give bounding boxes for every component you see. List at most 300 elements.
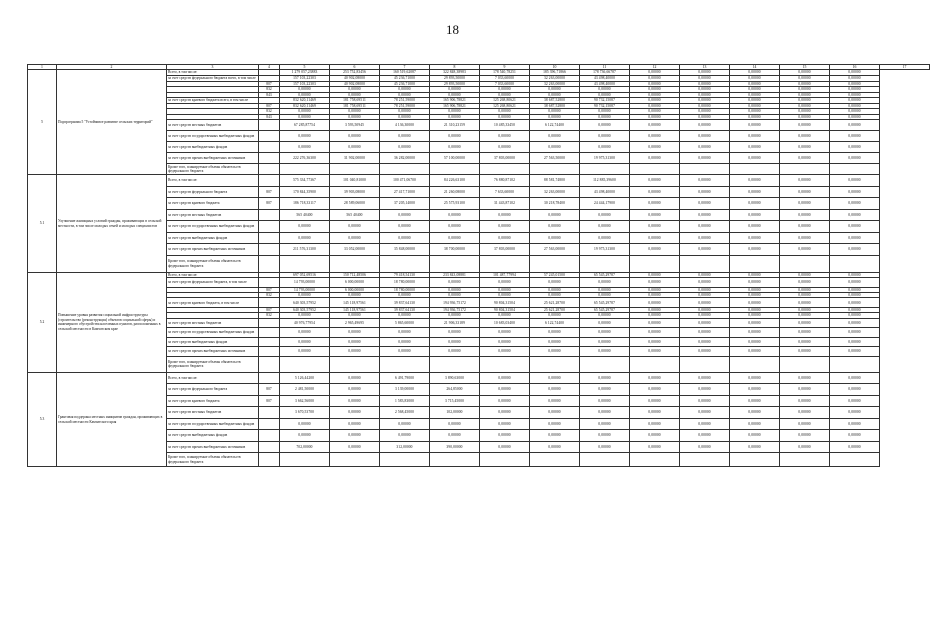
budget-code: 807 bbox=[259, 186, 280, 198]
amount-cell: 0,00000 bbox=[830, 75, 880, 81]
amount-cell: 0,00000 bbox=[630, 272, 680, 277]
amount-cell: 3 670,53700 bbox=[280, 407, 330, 419]
amount-cell: 37 803,00000 bbox=[480, 153, 530, 164]
amount-cell: 390,00000 bbox=[430, 441, 480, 453]
header-cell: 10 bbox=[530, 65, 580, 70]
amount-cell: 0,00000 bbox=[580, 293, 630, 298]
amount-cell: 0,00000 bbox=[680, 98, 730, 104]
amount-cell: 0,00000 bbox=[730, 430, 780, 442]
amount-cell: 0,00000 bbox=[630, 430, 680, 442]
amount-cell: 0,00000 bbox=[280, 221, 330, 233]
amount-cell: 0,00000 bbox=[780, 337, 830, 347]
amount-cell: 0,00000 bbox=[680, 287, 730, 292]
amount-cell: 0,00000 bbox=[830, 109, 880, 114]
budget-code bbox=[259, 142, 280, 153]
amount-cell: 702,00000 bbox=[280, 441, 330, 453]
amount-cell: 7 033,60000 bbox=[480, 75, 530, 81]
amount-cell bbox=[430, 356, 480, 372]
amount-cell: 0,00000 bbox=[830, 92, 880, 97]
amount-cell: 0,00000 bbox=[330, 347, 380, 357]
amount-cell: 0,00000 bbox=[480, 92, 530, 97]
amount-cell: 3 890,63000 bbox=[430, 372, 480, 384]
amount-cell: 0,00000 bbox=[530, 328, 580, 338]
amount-cell: 165 906,78821 bbox=[430, 104, 480, 109]
amount-cell: 0,00000 bbox=[630, 92, 680, 97]
amount-cell: 57 100,00000 bbox=[430, 153, 480, 164]
funding-source: за счет средств краевого бюджета bbox=[167, 395, 259, 407]
amount-cell: 0,00000 bbox=[730, 142, 780, 153]
section-title: Улучшение жилищных условий граждан, проживающих в сельской местности, в том числе молодых семей и молодых специалистов bbox=[57, 175, 167, 273]
amount-cell: 0,00000 bbox=[630, 278, 680, 288]
amount-cell: 157 103,22303 bbox=[280, 81, 330, 86]
amount-cell: 37 205,14000 bbox=[380, 198, 430, 210]
amount-cell: 194 936,75172 bbox=[430, 298, 480, 308]
funding-source: за счет средств федерального бюджета, в том числе bbox=[167, 278, 259, 288]
amount-cell: 0,00000 bbox=[680, 87, 730, 92]
amount-cell: 0,00000 bbox=[430, 109, 480, 114]
amount-cell: 0,00000 bbox=[730, 395, 780, 407]
amount-cell bbox=[580, 255, 630, 272]
budget-code: 807 bbox=[259, 104, 280, 109]
amount-cell: 112 885,39600 bbox=[580, 175, 630, 187]
amount-cell: 0,00000 bbox=[480, 109, 530, 114]
amount-cell: 0,00000 bbox=[480, 441, 530, 453]
budget-code bbox=[259, 430, 280, 442]
amount-cell: 211 576,31300 bbox=[280, 244, 330, 256]
amount-cell: 0,00000 bbox=[830, 407, 880, 419]
amount-cell: 0,00000 bbox=[830, 272, 880, 277]
amount-cell: 0,00000 bbox=[630, 287, 680, 292]
amount-cell bbox=[430, 164, 480, 175]
amount-cell: 0,00000 bbox=[680, 104, 730, 109]
amount-cell: 0,00000 bbox=[680, 318, 730, 328]
amount-cell bbox=[480, 255, 530, 272]
amount-cell: 0,00000 bbox=[680, 142, 730, 153]
amount-cell: 2 568,45000 bbox=[380, 407, 430, 419]
amount-cell: 0,00000 bbox=[630, 198, 680, 210]
amount-cell: 0,00000 bbox=[680, 209, 730, 221]
amount-cell: 84 226,63100 bbox=[430, 175, 480, 187]
amount-cell: 0,00000 bbox=[780, 198, 830, 210]
section-number: 5.1 bbox=[28, 175, 57, 273]
amount-cell: 0,00000 bbox=[280, 142, 330, 153]
amount-cell: 10 683,03400 bbox=[480, 318, 530, 328]
budget-code bbox=[259, 209, 280, 221]
budget-table bbox=[27, 64, 930, 467]
section-title: Повышение уровня развития социальной инфраструктуры (строительство (реконструкция) объектов социальной сферы) и инженерного обустройства населенных пунктов, расположенных в сельской местности в Камчатском крае bbox=[57, 272, 167, 372]
amount-cell: 3 662,56000 bbox=[280, 395, 330, 407]
amount-cell: 32 263,00000 bbox=[530, 186, 580, 198]
amount-cell: 0,00000 bbox=[630, 384, 680, 396]
amount-cell: 0,00000 bbox=[380, 293, 430, 298]
amount-cell: 0,00000 bbox=[830, 441, 880, 453]
funding-source: за счет средств федерального бюджета bbox=[167, 186, 259, 198]
amount-cell bbox=[830, 453, 880, 467]
header-cell: 17 bbox=[880, 65, 930, 70]
amount-cell: 0,00000 bbox=[330, 395, 380, 407]
amount-cell: 0,00000 bbox=[830, 221, 880, 233]
amount-cell: 0,00000 bbox=[630, 87, 680, 92]
amount-cell: 0,00000 bbox=[780, 318, 830, 328]
amount-cell: 0,00000 bbox=[380, 418, 430, 430]
funding-source: за счет средств местных бюджетов bbox=[167, 120, 259, 131]
amount-cell: 0,00000 bbox=[780, 120, 830, 131]
amount-cell: 14 793,00000 bbox=[280, 287, 330, 292]
header-cell: 6 bbox=[330, 65, 380, 70]
amount-cell: 0,00000 bbox=[280, 328, 330, 338]
amount-cell: 10 485,33450 bbox=[480, 120, 530, 131]
budget-code bbox=[259, 298, 280, 308]
amount-cell: 0,00000 bbox=[380, 209, 430, 221]
amount-cell: 0,00000 bbox=[580, 92, 630, 97]
amount-cell: 832 620,11469 bbox=[280, 104, 330, 109]
amount-cell: 0,00000 bbox=[730, 313, 780, 318]
amount-cell: 0,00000 bbox=[330, 441, 380, 453]
amount-cell: 0,00000 bbox=[580, 347, 630, 357]
amount-cell: 0,00000 bbox=[380, 430, 430, 442]
amount-cell: 6 000,00000 bbox=[330, 287, 380, 292]
amount-cell: 0,00000 bbox=[580, 395, 630, 407]
amount-cell: 0,00000 bbox=[680, 430, 730, 442]
funding-source: за счет средств федерального бюджета bbox=[167, 384, 259, 396]
amount-cell: 0,00000 bbox=[830, 307, 880, 312]
funding-source: за счет средств местных бюджетов bbox=[167, 407, 259, 419]
amount-cell bbox=[580, 356, 630, 372]
amount-cell: 0,00000 bbox=[730, 293, 780, 298]
amount-cell: 0,00000 bbox=[530, 142, 580, 153]
amount-cell: 0,00000 bbox=[630, 209, 680, 221]
amount-cell: 0,00000 bbox=[480, 287, 530, 292]
budget-code: 843 bbox=[259, 92, 280, 97]
amount-cell: 0,00000 bbox=[780, 347, 830, 357]
amount-cell: 125 268,80621 bbox=[480, 104, 530, 109]
amount-cell: 0,00000 bbox=[630, 328, 680, 338]
amount-cell: 165 906,78821 bbox=[430, 98, 480, 104]
amount-cell: 0,00000 bbox=[680, 278, 730, 288]
funding-source: Кроме того, планируемые объемы обязательств федерального бюджета bbox=[167, 164, 259, 175]
amount-cell: 3 715,45000 bbox=[430, 395, 480, 407]
header-cell: 11 bbox=[580, 65, 630, 70]
amount-cell: 0,00000 bbox=[330, 418, 380, 430]
amount-cell: 102,00000 bbox=[430, 407, 480, 419]
amount-cell: 0,00000 bbox=[680, 232, 730, 244]
amount-cell: 0,00000 bbox=[730, 186, 780, 198]
budget-code bbox=[259, 255, 280, 272]
amount-cell: 0,00000 bbox=[630, 114, 680, 119]
amount-cell: 0,00000 bbox=[830, 87, 880, 92]
amount-cell: 0,00000 bbox=[530, 232, 580, 244]
amount-cell: 88 581,74800 bbox=[530, 175, 580, 187]
amount-cell: 0,00000 bbox=[680, 81, 730, 86]
amount-cell: 0,00000 bbox=[780, 313, 830, 318]
amount-cell bbox=[830, 164, 880, 175]
amount-cell bbox=[380, 164, 430, 175]
amount-cell: 0,00000 bbox=[780, 153, 830, 164]
amount-cell: 0,00000 bbox=[780, 221, 830, 233]
amount-cell: 0,00000 bbox=[580, 407, 630, 419]
amount-cell: 0,00000 bbox=[330, 109, 380, 114]
amount-cell: 0,00000 bbox=[530, 347, 580, 357]
amount-cell: 79 418,54130 bbox=[380, 272, 430, 277]
amount-cell bbox=[630, 453, 680, 467]
amount-cell: 0,00000 bbox=[630, 109, 680, 114]
budget-code bbox=[259, 244, 280, 256]
amount-cell: 0,00000 bbox=[430, 232, 480, 244]
amount-cell: 7 033,60000 bbox=[480, 81, 530, 86]
amount-cell: 0,00000 bbox=[280, 92, 330, 97]
amount-cell: 0,00000 bbox=[730, 175, 780, 187]
amount-cell: 0,00000 bbox=[330, 221, 380, 233]
amount-cell: 0,00000 bbox=[580, 313, 630, 318]
amount-cell: 0,00000 bbox=[780, 278, 830, 288]
amount-cell bbox=[730, 356, 780, 372]
amount-cell: 0,00000 bbox=[730, 272, 780, 277]
amount-cell: 0,00000 bbox=[730, 98, 780, 104]
amount-cell: 0,00000 bbox=[730, 87, 780, 92]
amount-cell: 76 880,87102 bbox=[480, 175, 530, 187]
amount-cell: 0,00000 bbox=[430, 209, 480, 221]
budget-code bbox=[259, 221, 280, 233]
amount-cell: 0,00000 bbox=[580, 114, 630, 119]
budget-code: 843 bbox=[259, 114, 280, 119]
amount-cell: 0,00000 bbox=[780, 372, 830, 384]
amount-cell: 18 780,00000 bbox=[380, 278, 430, 288]
amount-cell: 65 545,29787 bbox=[580, 307, 630, 312]
amount-cell: 6 000,00000 bbox=[330, 278, 380, 288]
amount-cell: 39 837,64130 bbox=[380, 298, 430, 308]
budget-code: 832 bbox=[259, 293, 280, 298]
budget-code bbox=[259, 372, 280, 384]
amount-cell: 0,00000 bbox=[780, 244, 830, 256]
amount-cell: 65 545,29787 bbox=[580, 298, 630, 308]
amount-cell: 565 40400 bbox=[280, 209, 330, 221]
amount-cell: 0,00000 bbox=[580, 328, 630, 338]
amount-cell: 0,00000 bbox=[330, 92, 380, 97]
amount-cell: 35 848,00000 bbox=[380, 244, 430, 256]
amount-cell: 0,00000 bbox=[380, 232, 430, 244]
amount-cell: 0,00000 bbox=[730, 120, 780, 131]
amount-cell: 0,00000 bbox=[680, 109, 730, 114]
amount-cell: 178 736,66787 bbox=[580, 70, 630, 75]
amount-cell: 0,00000 bbox=[830, 278, 880, 288]
section-number: 5.3 bbox=[28, 372, 57, 467]
amount-cell: 38 687,52800 bbox=[530, 104, 580, 109]
amount-cell: 0,00000 bbox=[730, 372, 780, 384]
amount-cell: 0,00000 bbox=[530, 287, 580, 292]
amount-cell: 0,00000 bbox=[580, 142, 630, 153]
budget-code: 807 bbox=[259, 384, 280, 396]
amount-cell bbox=[380, 356, 430, 372]
amount-cell: 0,00000 bbox=[780, 142, 830, 153]
amount-cell bbox=[680, 255, 730, 272]
amount-cell: 0,00000 bbox=[380, 114, 430, 119]
amount-cell: 0,00000 bbox=[780, 418, 830, 430]
amount-cell: 0,00000 bbox=[780, 232, 830, 244]
amount-cell bbox=[580, 453, 630, 467]
amount-cell: 0,00000 bbox=[780, 209, 830, 221]
amount-cell: 178 540,78251 bbox=[480, 70, 530, 75]
amount-cell: 90 732,15087 bbox=[580, 98, 630, 104]
amount-cell: 0,00000 bbox=[330, 142, 380, 153]
amount-cell: 0,00000 bbox=[830, 318, 880, 328]
amount-cell: 0,00000 bbox=[480, 337, 530, 347]
amount-cell: 78 251,59000 bbox=[380, 98, 430, 104]
amount-cell: 0,00000 bbox=[780, 75, 830, 81]
budget-code bbox=[259, 347, 280, 357]
amount-cell bbox=[780, 453, 830, 467]
amount-cell: 0,00000 bbox=[630, 244, 680, 256]
amount-cell: 0,00000 bbox=[280, 87, 330, 92]
amount-cell bbox=[280, 255, 330, 272]
amount-cell bbox=[330, 255, 380, 272]
amount-cell: 31 443,87102 bbox=[480, 198, 530, 210]
amount-cell: 0,00000 bbox=[580, 209, 630, 221]
amount-cell bbox=[480, 164, 530, 175]
amount-cell: 0,00000 bbox=[480, 114, 530, 119]
amount-cell: 0,00000 bbox=[280, 232, 330, 244]
amount-cell: 0,00000 bbox=[730, 92, 780, 97]
amount-cell: 0,00000 bbox=[680, 186, 730, 198]
funding-source: за счет средств краевого бюджета bbox=[167, 198, 259, 210]
budget-code: 807 bbox=[259, 287, 280, 292]
header-cell: 4 bbox=[259, 65, 280, 70]
amount-cell: 0,00000 bbox=[280, 418, 330, 430]
amount-cell: 0,00000 bbox=[530, 384, 580, 396]
amount-cell: 157 103,22303 bbox=[280, 75, 330, 81]
funding-source: Кроме того, планируемые объемы обязательств федерального бюджета bbox=[167, 453, 259, 467]
amount-cell bbox=[680, 164, 730, 175]
amount-cell: 0,00000 bbox=[730, 109, 780, 114]
amount-cell: 0,00000 bbox=[730, 287, 780, 292]
amount-cell bbox=[780, 356, 830, 372]
amount-cell: 0,00000 bbox=[530, 337, 580, 347]
amount-cell: 37 803,00000 bbox=[480, 244, 530, 256]
amount-cell: 0,00000 bbox=[380, 131, 430, 142]
amount-cell: 0,00000 bbox=[780, 81, 830, 86]
amount-cell: 101 487,77994 bbox=[480, 272, 530, 277]
amount-cell bbox=[630, 255, 680, 272]
budget-code: 832 bbox=[259, 87, 280, 92]
amount-cell: 0,00000 bbox=[280, 293, 330, 298]
amount-cell: 181 758,69511 bbox=[330, 98, 380, 104]
amount-cell: 4 136,30000 bbox=[380, 120, 430, 131]
amount-cell: 0,00000 bbox=[480, 131, 530, 142]
header-cell: 16 bbox=[830, 65, 880, 70]
amount-cell: 0,00000 bbox=[580, 287, 630, 292]
amount-cell bbox=[580, 164, 630, 175]
amount-cell: 65 545,29787 bbox=[580, 272, 630, 277]
amount-cell bbox=[430, 453, 480, 467]
amount-cell: 27 563,50000 bbox=[530, 153, 580, 164]
amount-cell: 0,00000 bbox=[430, 313, 480, 318]
amount-cell: 0,00000 bbox=[530, 313, 580, 318]
amount-cell: 0,00000 bbox=[380, 313, 430, 318]
amount-cell: 0,00000 bbox=[480, 407, 530, 419]
amount-cell bbox=[730, 255, 780, 272]
funding-source: Кроме того, планируемые объемы обязательств федерального бюджета bbox=[167, 356, 259, 372]
amount-cell: 0,00000 bbox=[830, 70, 880, 75]
amount-cell: 0,00000 bbox=[630, 318, 680, 328]
amount-cell: 1 279 057,23883 bbox=[280, 70, 330, 75]
amount-cell: 0,00000 bbox=[530, 221, 580, 233]
header-cell: 1 bbox=[28, 65, 57, 70]
amount-cell: 0,00000 bbox=[830, 186, 880, 198]
amount-cell: 194 936,75172 bbox=[430, 307, 480, 312]
budget-code bbox=[259, 318, 280, 328]
amount-cell: 0,00000 bbox=[730, 407, 780, 419]
amount-cell: 0,00000 bbox=[830, 430, 880, 442]
amount-cell: 0,00000 bbox=[480, 430, 530, 442]
amount-cell: 0,00000 bbox=[630, 104, 680, 109]
amount-cell: 0,00000 bbox=[680, 384, 730, 396]
amount-cell: 0,00000 bbox=[480, 418, 530, 430]
amount-cell: 145 118,97561 bbox=[330, 298, 380, 308]
amount-cell: 0,00000 bbox=[780, 395, 830, 407]
amount-cell: 0,00000 bbox=[730, 81, 780, 86]
amount-cell: 0,00000 bbox=[280, 313, 330, 318]
amount-cell: 0,00000 bbox=[630, 407, 680, 419]
amount-cell: 19 975,31300 bbox=[580, 153, 630, 164]
amount-cell bbox=[530, 255, 580, 272]
amount-cell: 0,00000 bbox=[530, 114, 580, 119]
amount-cell: 0,00000 bbox=[380, 337, 430, 347]
amount-cell: 0,00000 bbox=[780, 272, 830, 277]
amount-cell: 0,00000 bbox=[380, 109, 430, 114]
amount-cell: 0,00000 bbox=[730, 70, 780, 75]
amount-cell: 0,00000 bbox=[680, 418, 730, 430]
amount-cell: 160 519,62087 bbox=[380, 70, 430, 75]
amount-cell: 0,00000 bbox=[680, 120, 730, 131]
amount-cell: 0,00000 bbox=[780, 328, 830, 338]
amount-cell: 0,00000 bbox=[480, 347, 530, 357]
amount-cell: 0,00000 bbox=[530, 278, 580, 288]
amount-cell: 0,00000 bbox=[430, 87, 480, 92]
amount-cell: 0,00000 bbox=[730, 131, 780, 142]
amount-cell: 0,00000 bbox=[480, 293, 530, 298]
amount-cell bbox=[480, 453, 530, 467]
amount-cell: 575 334,77367 bbox=[280, 175, 330, 187]
amount-cell: 33 052,00000 bbox=[330, 244, 380, 256]
amount-cell: 0,00000 bbox=[330, 114, 380, 119]
amount-cell: 150 712,48506 bbox=[330, 272, 380, 277]
budget-code bbox=[259, 328, 280, 338]
amount-cell: 0,00000 bbox=[330, 293, 380, 298]
amount-cell: 0,00000 bbox=[530, 209, 580, 221]
amount-cell: 0,00000 bbox=[280, 109, 330, 114]
amount-cell: 145 118,97561 bbox=[330, 307, 380, 312]
amount-cell: 0,00000 bbox=[680, 131, 730, 142]
amount-cell: 0,00000 bbox=[680, 313, 730, 318]
amount-cell bbox=[680, 453, 730, 467]
funding-source: Всего, в том числе: bbox=[167, 175, 259, 187]
amount-cell: 0,00000 bbox=[530, 293, 580, 298]
amount-cell: 18 780,00000 bbox=[380, 287, 430, 292]
amount-cell: 28 589,06000 bbox=[330, 198, 380, 210]
amount-cell: 0,00000 bbox=[830, 114, 880, 119]
amount-cell: 0,00000 bbox=[530, 109, 580, 114]
amount-cell: 6 491,79000 bbox=[380, 372, 430, 384]
amount-cell: 0,00000 bbox=[480, 278, 530, 288]
amount-cell: 0,00000 bbox=[630, 142, 680, 153]
amount-cell bbox=[480, 356, 530, 372]
amount-cell: 0,00000 bbox=[630, 153, 680, 164]
amount-cell: 0,00000 bbox=[830, 293, 880, 298]
funding-source: за счет средств прочих внебюджетных источников bbox=[167, 244, 259, 256]
amount-cell: 0,00000 bbox=[630, 70, 680, 75]
amount-cell: 0,00000 bbox=[830, 104, 880, 109]
amount-cell bbox=[830, 356, 880, 372]
funding-source: за счет средств государственных внебюджетных фондов bbox=[167, 328, 259, 338]
